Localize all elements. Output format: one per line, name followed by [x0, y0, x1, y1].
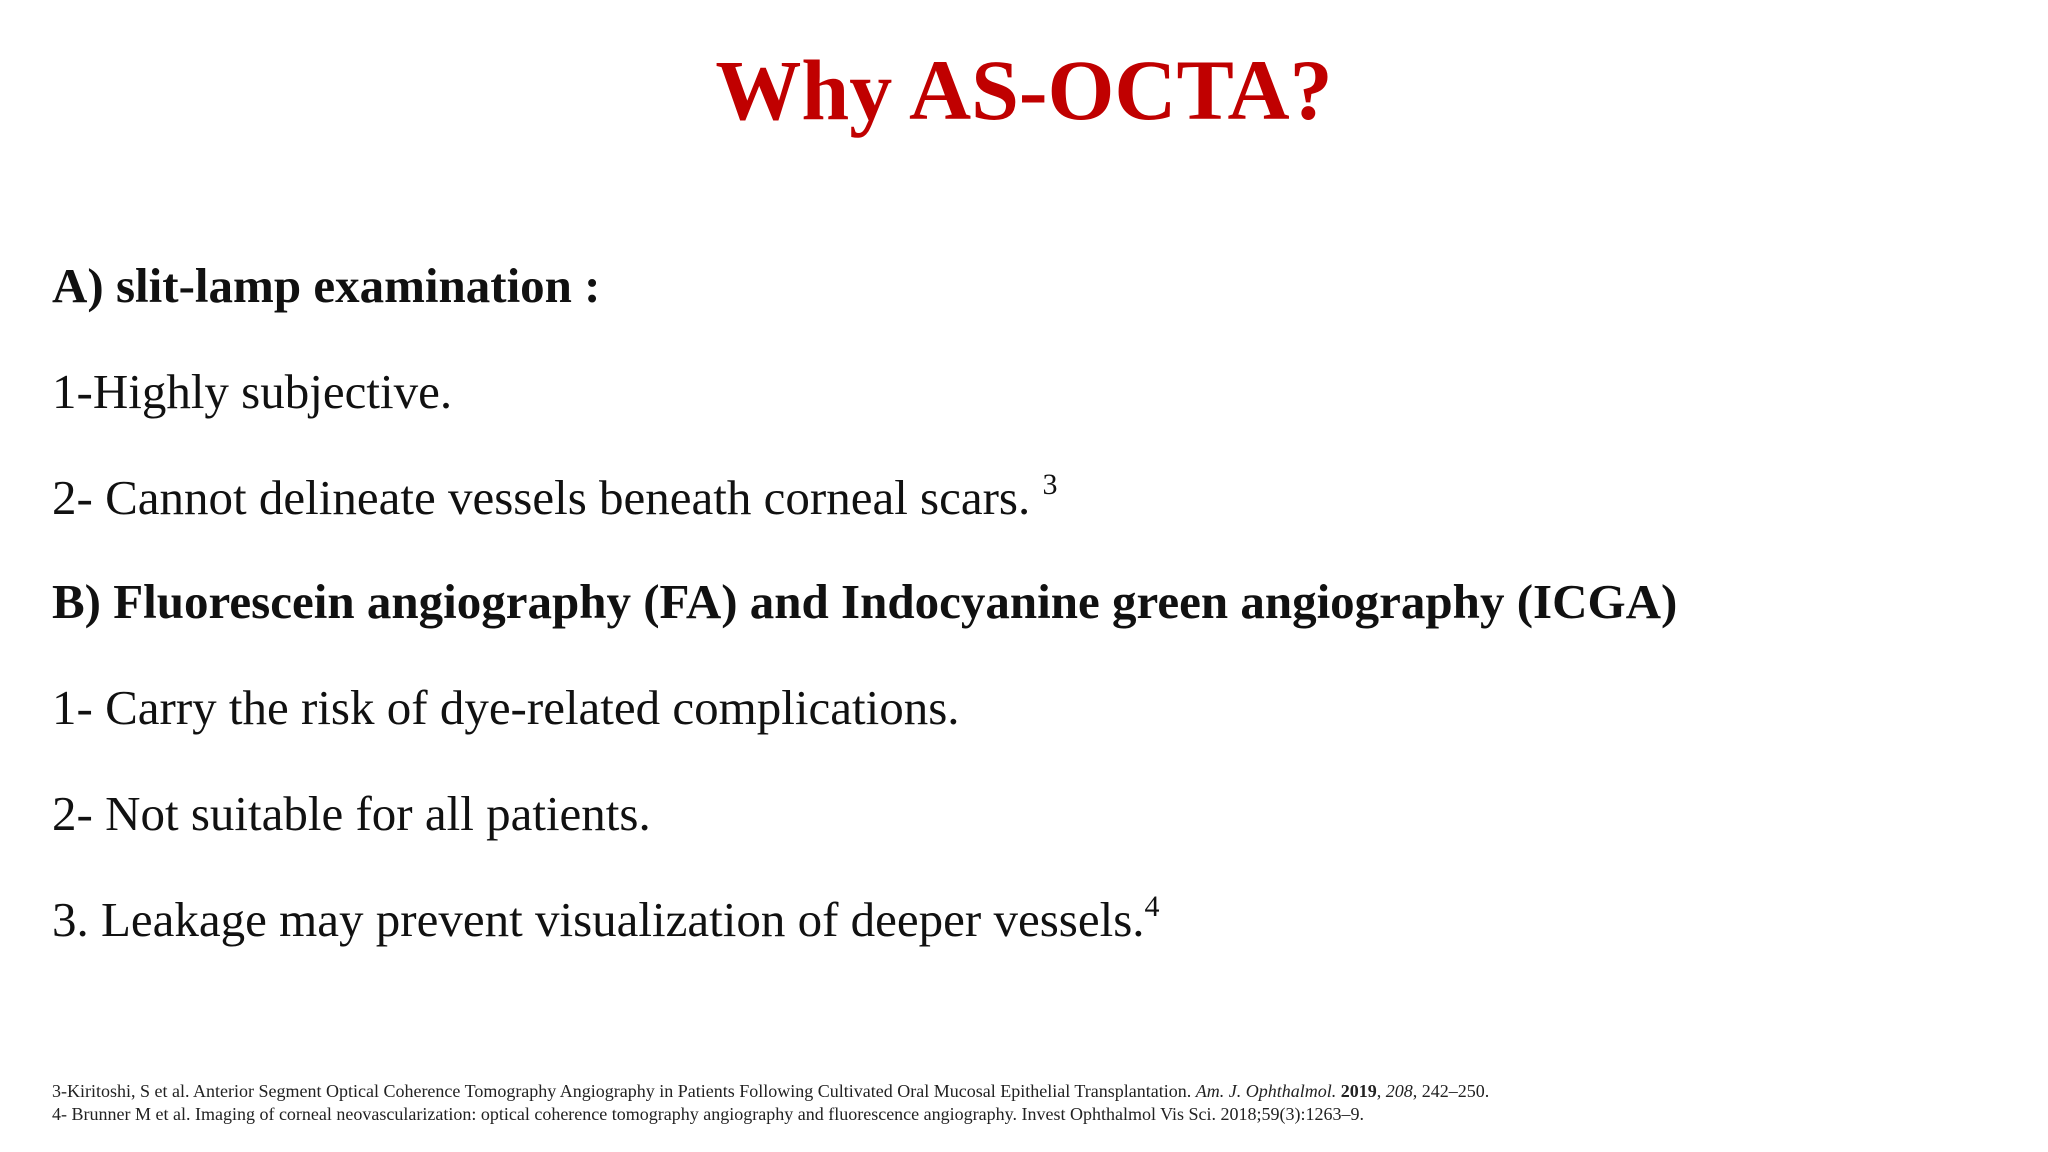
section-a-item-2 — [52, 468, 1058, 535]
section-b-item-2-text: 2- Not suitable for all patients. — [52, 786, 651, 841]
references — [52, 1080, 1489, 1126]
reference-3-main: 3-Kiritoshi, S et al. Anterior Segment Optical Coherence Tomography Angiography in Patients Following Cultivated Oral Mucosal Epithelial Transplantation. — [52, 1081, 1196, 1101]
section-a-item-1-text: 1-Highly subjective. — [52, 364, 453, 419]
slide-title: Why AS-OCTA? — [715, 42, 1333, 138]
reference-marker-3: 3 — [1042, 468, 1058, 501]
reference-3-year: 2019 — [1340, 1081, 1377, 1101]
section-b-item-3 — [52, 890, 1160, 957]
reference-4: 4- Brunner M et al. Imaging of corneal neovascularization: optical coherence tomography angiography and fluorescence angiography. Invest Ophthalmol Vis Sci. 2018;59(3):1263–9. — [52, 1104, 1365, 1124]
reference-3-journal: Am. J. Ophthalmol. — [1195, 1081, 1337, 1101]
section-b-item-3-text: 3. Leakage may prevent visualization of deeper vessels. — [52, 892, 1145, 947]
reference-3: 3-Kiritoshi, S et al. Anterior Segment Optical Coherence Tomography Angiography in Patients Following Cultivated Oral Mucosal Epithelial Transplantation. Am. J. Ophthalmol. 2019, 208, 242–250. — [52, 1081, 1490, 1101]
section-b-item-2 — [52, 784, 651, 844]
section-a-heading: A) slit-lamp examination : — [52, 258, 601, 313]
reference-marker-4: 4 — [1144, 890, 1160, 923]
reference-3-volume: 208 — [1385, 1081, 1413, 1101]
section-b-heading: B) Fluorescein angiography (FA) and Indocyanine green angiography (ICGA) — [52, 574, 1678, 629]
section-a-item-2-text: 2- Cannot delineate vessels beneath corneal scars. — [52, 470, 1043, 525]
section-a-item-1 — [52, 362, 452, 422]
section-b-item-1-text: 1- Carry the risk of dye-related complications. — [52, 680, 960, 735]
section-b-item-1 — [52, 678, 960, 738]
reference-3-pages: , 242–250. — [1412, 1081, 1490, 1101]
